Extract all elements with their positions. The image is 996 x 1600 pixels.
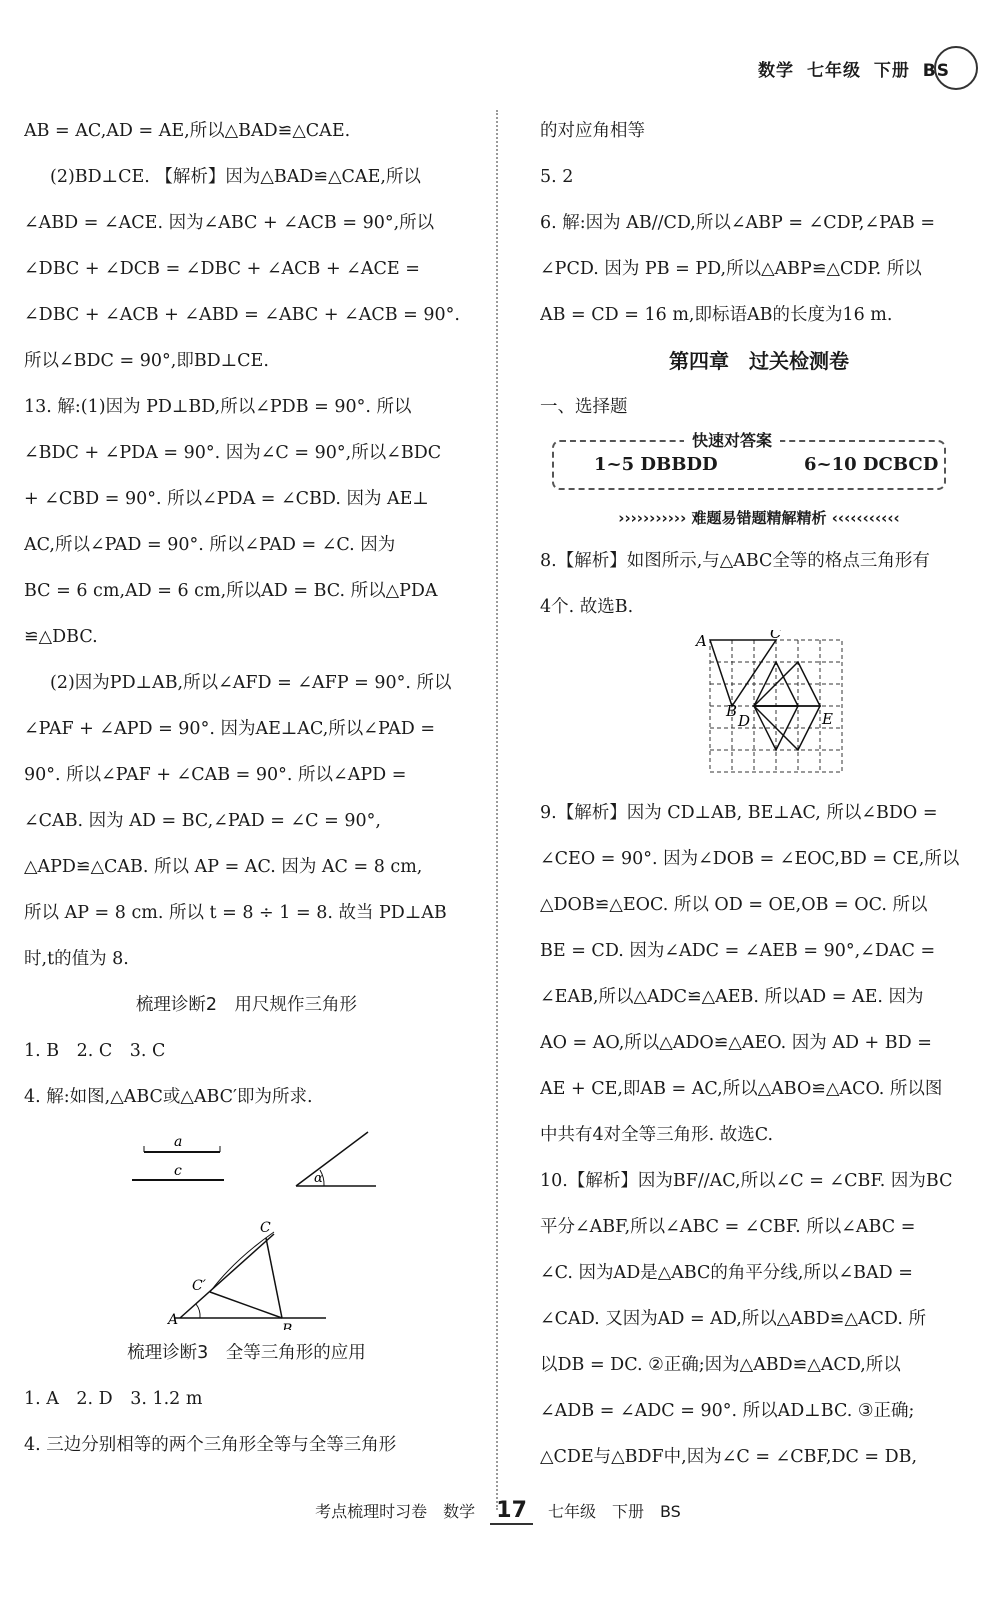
answer-line: ∠ABD = ∠ACE. 因为∠ABC + ∠ACB = 90°,所以 <box>24 213 435 233</box>
footer-left: 考点梳理时习卷 数学 <box>315 1502 476 1521</box>
q8-line: 4个. 故选B. <box>540 597 634 617</box>
answer-line: ≌△DBC. <box>24 627 98 647</box>
section-title-2: 梳理诊断2 用尺规作三角形 <box>135 995 358 1015</box>
answer-line: 13. 解:(1)因为 PD⊥BD,所以∠PDB = 90°. 所以 <box>24 397 412 417</box>
answers-3: 1. A 2. D 3. 1.2 m <box>24 1389 203 1409</box>
column-divider <box>496 110 498 1510</box>
answer-line: ∠DBC + ∠ACB + ∠ABD = ∠ABC + ∠ACB = 90°. <box>24 305 460 325</box>
header-volume: 下册 <box>873 61 910 81</box>
answer-line: ∠PCD. 因为 PB = PD,所以△ABP≌△CDP. 所以 <box>540 259 922 279</box>
grid-label-A: A <box>696 632 707 650</box>
answer-line: AB = CD = 16 m,即标语AB的长度为16 m. <box>540 305 893 325</box>
grid-label-D: D <box>738 712 751 730</box>
q4b-text: 4. 三边分别相等的两个三角形全等与全等三角形 <box>24 1435 397 1455</box>
answer-line: ∠BDC + ∠PDA = 90°. 因为∠C = 90°,所以∠BDC <box>24 443 442 463</box>
answer-line: 的对应角相等 <box>540 121 645 141</box>
q9-line: △DOB≌△EOC. 所以 OD = OE,OB = OC. 所以 <box>540 895 928 915</box>
answer-line: 6. 解:因为 AB//CD,所以∠ABP = ∠CDP,∠PAB = <box>540 213 936 233</box>
answer-line: BC = 6 cm,AD = 6 cm,所以AD = BC. 所以△PDA <box>24 581 438 601</box>
q9-line: 9.【解析】因为 CD⊥AB, BE⊥AC, 所以∠BDO = <box>540 803 938 823</box>
answer-line: AC,所以∠PAD = 90°. 所以∠PAD = ∠C. 因为 <box>24 535 396 555</box>
q9-line: 中共有4对全等三角形. 故选C. <box>540 1125 774 1145</box>
q10-line: 以DB = DC. ②正确;因为△ABD≌△ACD,所以 <box>540 1355 901 1375</box>
q10-line: 10.【解析】因为BF//AC,所以∠C = ∠CBF. 因为BC <box>540 1171 953 1191</box>
part-title: 一、选择题 <box>540 397 628 417</box>
q10-line: △CDE与△BDF中,因为∠C = ∠CBF,DC = DB, <box>540 1447 918 1467</box>
q9-line: AE + CE,即AB = AC,所以△ABO≌△ACO. 所以图 <box>540 1079 943 1099</box>
page-header <box>758 56 956 81</box>
answer-line: 所以∠BDC = 90°,即BD⊥CE. <box>24 351 269 371</box>
label-a: a <box>174 1134 183 1150</box>
page-footer <box>0 1498 996 1523</box>
page-number: 17 <box>490 1498 533 1525</box>
chapter-title: 第四章 过关检测卷 <box>669 349 849 373</box>
answer-line: 时,t的值为 8. <box>24 949 129 969</box>
q9-line: ∠EAB,所以△ADC≌△AEB. 所以AD = AE. 因为 <box>540 987 924 1007</box>
q9-line: ∠CEO = 90°. 因为∠DOB = ∠EOC,BD = CE,所以 <box>540 849 960 869</box>
analysis-band: ››››››››››› 难题易错题精解精析 ‹‹‹‹‹‹‹‹‹‹‹ <box>618 509 900 527</box>
grid-figure <box>540 630 978 790</box>
answer-line: + ∠CBD = 90°. 所以∠PDA = ∠CBD. 因为 AE⊥ <box>24 489 429 509</box>
answer-line: 所以 AP = 8 cm. 所以 t = 8 ÷ 1 = 8. 故当 PD⊥AB <box>24 903 447 923</box>
right-column <box>540 108 978 1480</box>
header-subject: 数学 <box>758 61 795 81</box>
left-column <box>24 108 469 1468</box>
q4-text: 4. 解:如图,△ABC或△ABC′即为所求. <box>24 1087 313 1107</box>
q9-line: BE = CD. 因为∠ADC = ∠AEB = 90°,∠DAC = <box>540 941 936 961</box>
answer-line: ∠DBC + ∠DCB = ∠DBC + ∠ACB + ∠ACE = <box>24 259 420 279</box>
quick-answer-title: 快速对答案 <box>684 428 780 451</box>
answer-line: (2)BD⊥CE. 【解析】因为△BAD≌△CAE,所以 <box>50 167 421 187</box>
answer-line: 90°. 所以∠PAF + ∠CAB = 90°. 所以∠APD = <box>24 765 407 785</box>
answer-line: (2)因为PD⊥AB,所以∠AFD = ∠AFP = 90°. 所以 <box>50 673 452 693</box>
label-alpha: α <box>314 1171 323 1186</box>
footer-right: 七年级 下册 BS <box>547 1502 681 1521</box>
grid-label-E: E <box>822 710 833 728</box>
q10-line: 平分∠ABF,所以∠ABC = ∠CBF. 所以∠ABC = <box>540 1217 916 1237</box>
answer-line: ∠PAF + ∠APD = 90°. 因为AE⊥AC,所以∠PAD = <box>24 719 436 739</box>
answers-2: 1. B 2. C 3. C <box>24 1041 166 1061</box>
q10-line: ∠C. 因为AD是△ABC的角平分线,所以∠BAD = <box>540 1263 913 1283</box>
quick-answer-box <box>552 431 946 490</box>
grid-label-C: C <box>770 630 782 642</box>
quick-answer-1-5: 1~5 DBBDD <box>594 454 718 475</box>
label-B: B <box>282 1322 293 1330</box>
header-edition: BS <box>922 61 950 81</box>
answer-line: △APD≌△CAB. 所以 AP = AC. 因为 AC = 8 cm, <box>24 857 423 877</box>
header-grade: 七年级 <box>806 61 861 81</box>
label-c: c <box>174 1163 182 1179</box>
q10-line: ∠ADB = ∠ADC = 90°. 所以AD⊥BC. ③正确; <box>540 1401 915 1421</box>
grid-label-B: B <box>726 702 738 720</box>
q8-line: 8.【解析】如图所示,与△ABC全等的格点三角形有 <box>540 551 930 571</box>
q10-line: ∠CAD. 又因为AD = AD,所以△ABD≌△ACD. 所 <box>540 1309 926 1329</box>
quick-answer-6-10: 6~10 DCBCD <box>804 454 939 475</box>
answer-line: ∠CAB. 因为 AD = BC,∠PAD = ∠C = 90°, <box>24 811 381 831</box>
logo-badge-icon <box>934 46 978 90</box>
answer-line: AB = AC,AD = AE,所以△BAD≌△CAE. <box>24 121 351 141</box>
section-title-3: 梳理诊断3 全等三角形的应用 <box>127 1343 366 1363</box>
q9-line: AO = AO,所以△ADO≌△AEO. 因为 AD + BD = <box>540 1033 932 1053</box>
answer-line: 5. 2 <box>540 167 574 187</box>
construction-figure <box>24 1120 469 1330</box>
label-C: C <box>260 1220 271 1236</box>
label-A: A <box>168 1312 179 1328</box>
label-C-prime: C′ <box>192 1278 206 1294</box>
